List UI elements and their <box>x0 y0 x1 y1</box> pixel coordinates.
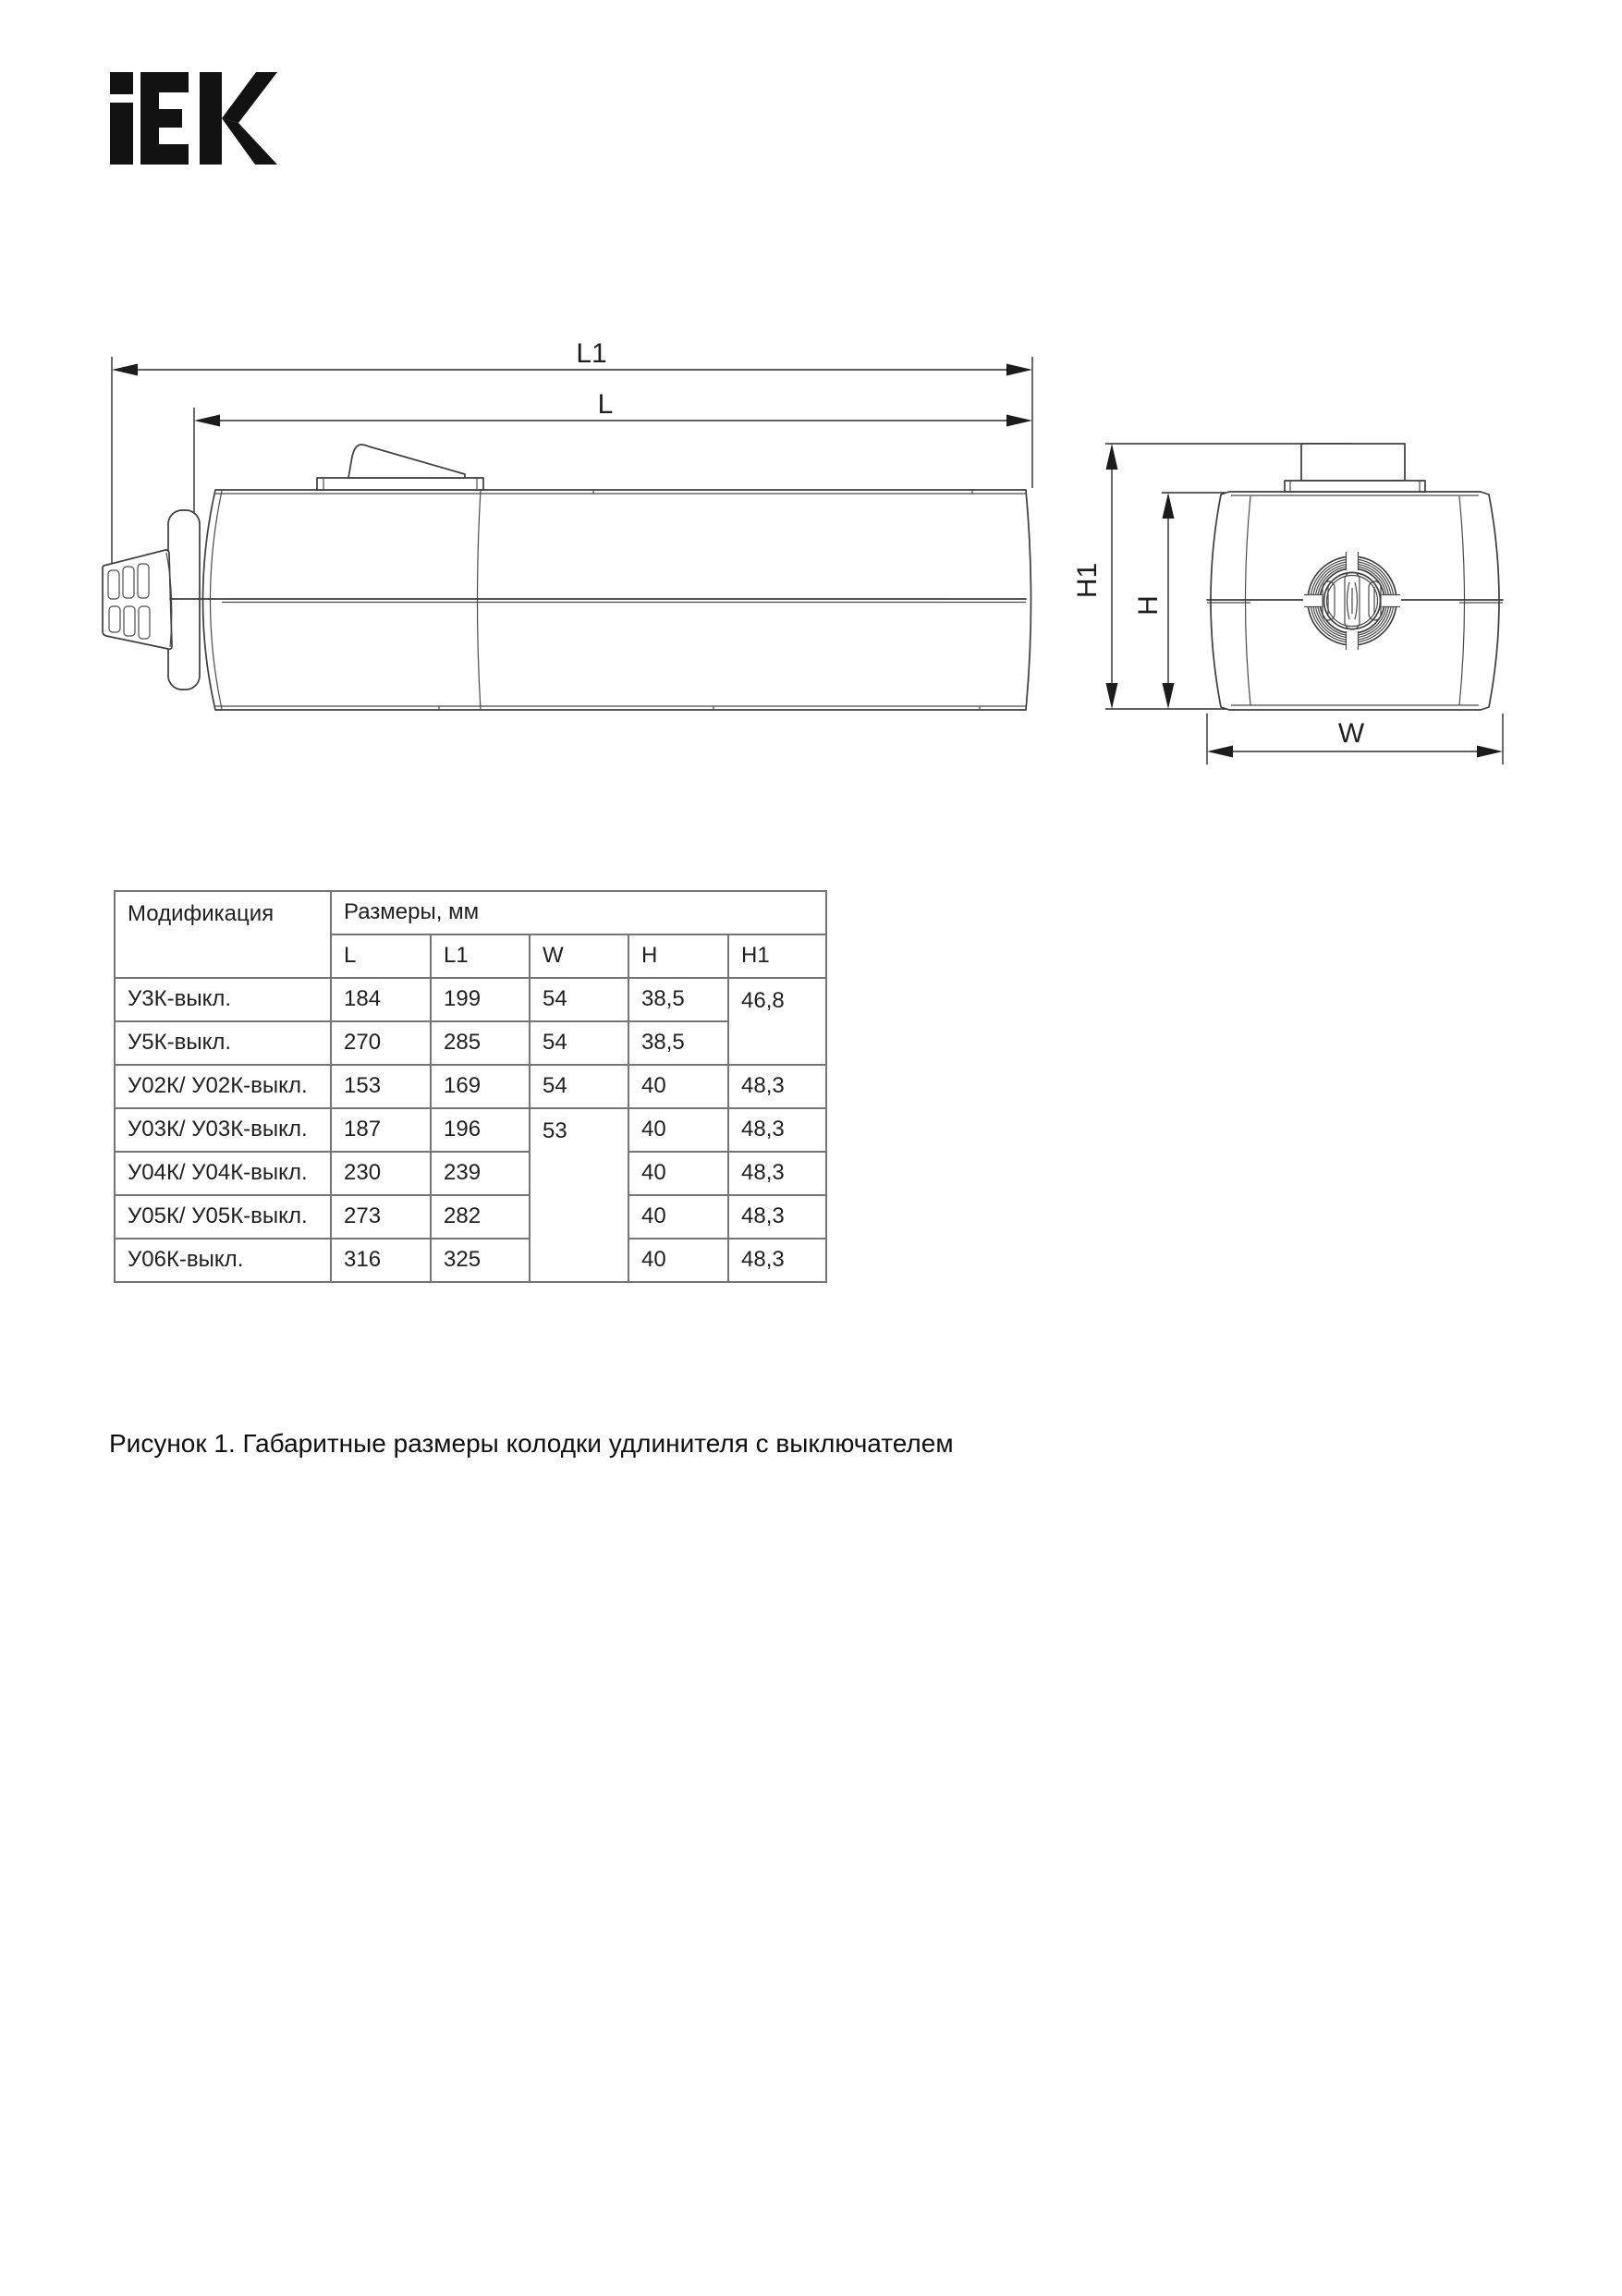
cell-l: 230 <box>331 1152 431 1195</box>
table-row <box>115 1239 826 1282</box>
cell-l: 273 <box>331 1195 431 1239</box>
body-side <box>203 490 1031 710</box>
table-row <box>115 1152 826 1195</box>
figure-caption: Рисунок 1. Габаритные размеры колодки удлинителя с выключателем <box>109 1429 954 1458</box>
cell-l1: 282 <box>431 1195 530 1239</box>
cell-w: 53 <box>530 1108 628 1282</box>
dimension-drawing <box>0 0 1622 832</box>
cell-l: 184 <box>331 978 431 1021</box>
cell-h1: 48,3 <box>728 1065 826 1108</box>
cell-name: У06К-выкл. <box>115 1239 331 1282</box>
cell-w: 54 <box>530 1065 628 1108</box>
table-row <box>115 1065 826 1108</box>
cell-h: 40 <box>628 1239 728 1282</box>
cell-name: У03К/ У03К-выкл. <box>115 1108 331 1152</box>
col-header-l: L <box>331 934 431 978</box>
cell-l1: 196 <box>431 1108 530 1152</box>
cell-l: 270 <box>331 1021 431 1065</box>
cell-h: 40 <box>628 1065 728 1108</box>
switch-housing-end <box>1285 444 1425 492</box>
cell-l: 316 <box>331 1239 431 1282</box>
cell-l: 153 <box>331 1065 431 1108</box>
end-view <box>1072 444 1503 764</box>
cell-h1: 48,3 <box>728 1108 826 1152</box>
cell-h: 38,5 <box>628 1021 728 1065</box>
table-row <box>115 1195 826 1239</box>
gland-collar <box>168 510 200 690</box>
cell-h1: 48,3 <box>728 1152 826 1195</box>
dim-label-l: L <box>597 389 614 420</box>
cell-name: У02К/ У02К-выкл. <box>115 1065 331 1108</box>
col-header-modification: Модификация <box>115 891 331 978</box>
dim-label-w: W <box>1337 718 1365 749</box>
cell-h1: 46,8 <box>728 978 826 1065</box>
cell-h: 38,5 <box>628 978 728 1021</box>
col-header-h: H <box>628 934 728 978</box>
cell-h: 40 <box>628 1195 728 1239</box>
cell-name: У05К/ У05К-выкл. <box>115 1195 331 1239</box>
cell-name: У3К-выкл. <box>115 978 331 1021</box>
col-header-h1: H1 <box>728 934 826 978</box>
cell-h1: 48,3 <box>728 1195 826 1239</box>
col-header-l1: L1 <box>431 934 530 978</box>
table-row <box>115 978 826 1021</box>
rocker-switch-side <box>317 445 483 490</box>
cell-l1: 239 <box>431 1152 530 1195</box>
cell-h1: 48,3 <box>728 1239 826 1282</box>
dimensions-table <box>114 890 827 1283</box>
cell-name: У5К-выкл. <box>115 1021 331 1065</box>
col-header-w: W <box>530 934 628 978</box>
table-row <box>115 1021 826 1065</box>
dim-label-h1: H1 <box>1072 562 1103 599</box>
cell-w: 54 <box>530 1021 628 1065</box>
cell-l1: 169 <box>431 1065 530 1108</box>
col-header-sizes: Размеры, мм <box>331 891 826 934</box>
side-view <box>103 338 1032 710</box>
table-header-row-1 <box>115 891 826 934</box>
cell-h: 40 <box>628 1108 728 1152</box>
cell-w: 54 <box>530 978 628 1021</box>
cell-name: У04К/ У04К-выкл. <box>115 1152 331 1195</box>
cell-l1: 285 <box>431 1021 530 1065</box>
cable-gland <box>103 550 172 649</box>
cell-h: 40 <box>628 1152 728 1195</box>
cell-l1: 199 <box>431 978 530 1021</box>
cell-l1: 325 <box>431 1239 530 1282</box>
dim-label-l1: L1 <box>576 338 607 369</box>
cell-l: 187 <box>331 1108 431 1152</box>
dim-label-h: H <box>1133 595 1164 616</box>
table-row <box>115 1108 826 1152</box>
